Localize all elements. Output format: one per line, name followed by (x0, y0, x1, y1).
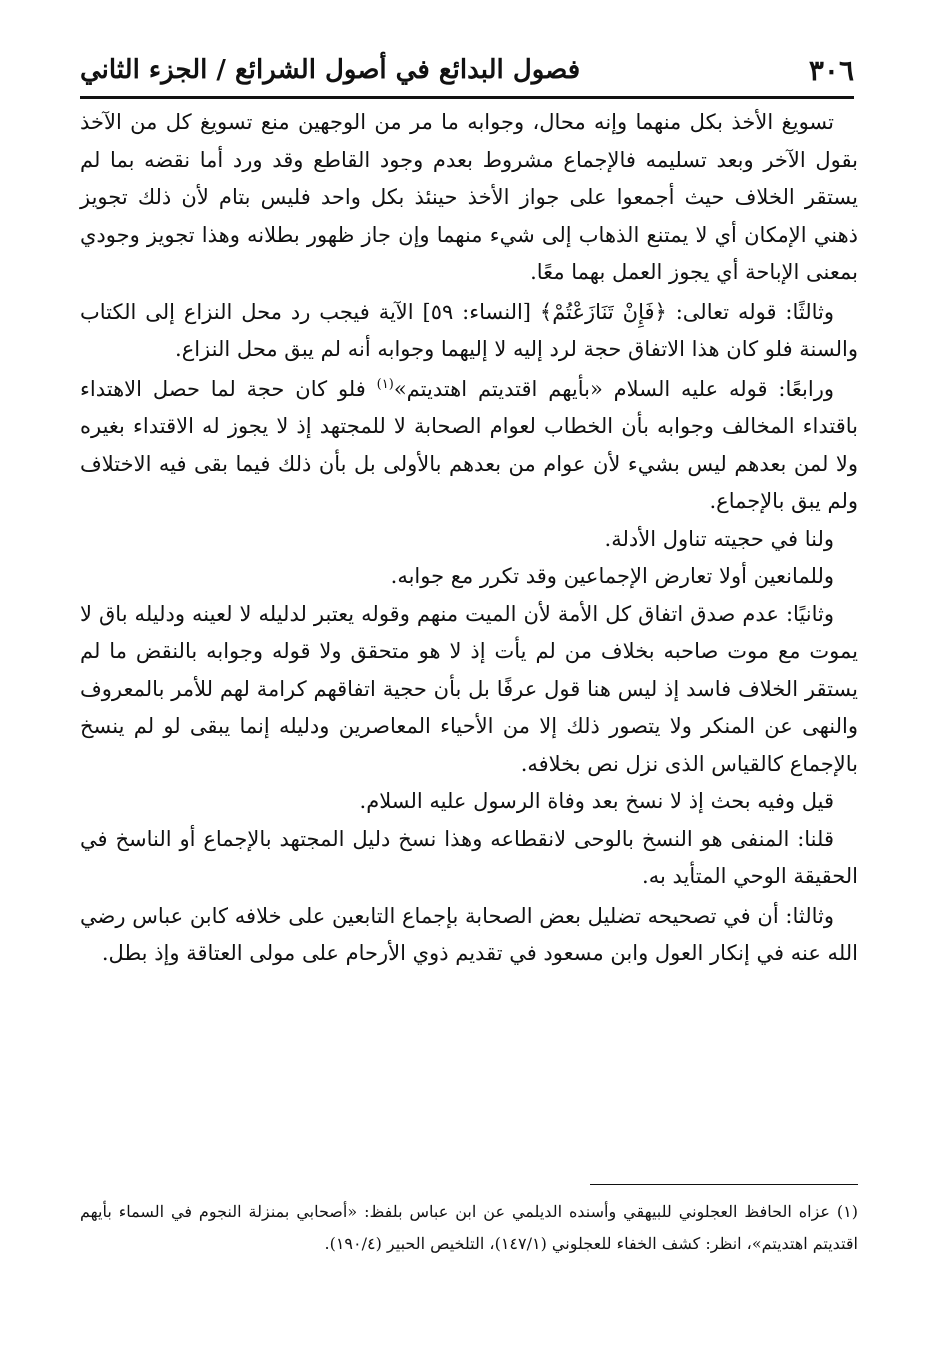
paragraph: تسويغ الأخذ بكل منهما وإنه محال، وجوابه ما مر من الوجهين منع تسويغ كل من الآخذ بقول الآخر وبعد تسليمه فالإجماع مشروط بعدم وجود القاطع وقد ورد أما نقضه بما لم يستقر الخلاف حيث أجمعوا على جواز الأخذ حينئذ بكل واحد فليس بتام لأن ذلك تجويز ذهني الإمكان أي لا يمتنع الذهاب إلى شيء منهما وإن جاز ظهور بطلانه وهذا تجويز وجودي بمعنى الإباحة أي يجوز العمل بهما معًا. (80, 110, 858, 284)
footnotes (80, 1196, 858, 1260)
hadith-quote: ورابعًا: قوله عليه السلام «بأيهم اقتديتم اهتديتم» (393, 376, 834, 401)
page-number: ٣٠٦ (808, 53, 854, 87)
footnote-item: (١) عزاه الحافظ العجلوني للبيهقي وأسنده الديلمي عن ابن عباس بلفظ: «أصحابي بمنزلة النجوم في السماء بأيهم اقتديتم اهتديتم»، انظر: كشف الخفاء للعجلوني (١٤٧/١)، التلخيص الحبير (١٩٠/٤). (80, 1202, 858, 1253)
paragraph: وثانيًا: عدم صدق اتفاق كل الأمة لأن الميت منهم وقوله يعتبر لدليله لا لعينه ودليله باق لا يموت مع موت صاحبه بخلاف من لم يأت إذ لا هو متحقق ولا قوله وجوابه بالنقض ما لم يستقر الخلاف فاسد إذ ليس هنا قول عرفًا بل بأن حجية اتفاقهم كرامة لهم للأمر بالمعروف والنهى عن المنكر ولا يتصور ذلك إلا من الأحياء المعاصرين ودليله إنما يبقى لو لم ينسخ بالإجماع كالقياس الذى نزل نص بخلافه. (80, 601, 858, 776)
main-text (80, 104, 858, 973)
footnote-divider (590, 1184, 858, 1185)
paragraph: وثالثًا: قوله تعالى: ﴿فَإِنْ تَنَازَعْتُمْ﴾ [النساء: ٥٩] الآية فيجب رد محل النزاع إلى الكتاب والسنة فلو كان هذا الاتفاق حجة لرد إليه لا إليهما وجوابه أنه لم يبق محل النزاع. (80, 299, 858, 361)
page-header (80, 44, 854, 96)
paragraph: وثالثا: أن في تصحيحه تضليل بعض الصحابة بإجماع التابعين على خلافه كابن عباس رضي الله عنه في إنكار العول وابن مسعود في تقديم ذوي الأرحام على مولى العتاقة وإذ بطل. (80, 903, 858, 965)
paragraph: قلنا: المنفى هو النسخ بالوحى لانقطاعه وهذا نسخ دليل المجتهد بالإجماع أو الناسخ في الحقيقة الوحي المتأيد به. (80, 826, 858, 888)
paragraph-with-footnote (80, 371, 858, 521)
paragraph-continuation: فلو كان حجة لما حصل الاهتداء باقتداء المخالف وجوابه بأن الخطاب لعوام الصحابة لا للمجتهد إذ لا يجوز له الاقتداء بغيره ولا لمن بعدهم ليس بشيء لأن عوام من بعدهم بالأولى بل بأن ذلك فيما بقى فيه الاختلاف ولم يبق بالإجماع. (80, 376, 858, 513)
paragraph: ولنا في حجيته تناول الأدلة. (604, 526, 834, 551)
footnote-reference[interactable]: (١) (376, 376, 394, 392)
running-title: فصول البدائع في أصول الشرائع / الجزء الثاني (80, 55, 581, 85)
paragraph: قيل وفيه بحث إذ لا نسخ بعد وفاة الرسول عليه السلام. (359, 789, 834, 813)
paragraph: وللمانعين أولا تعارض الإجماعين وقد تكرر مع جوابه. (390, 564, 834, 588)
header-divider (80, 96, 854, 99)
